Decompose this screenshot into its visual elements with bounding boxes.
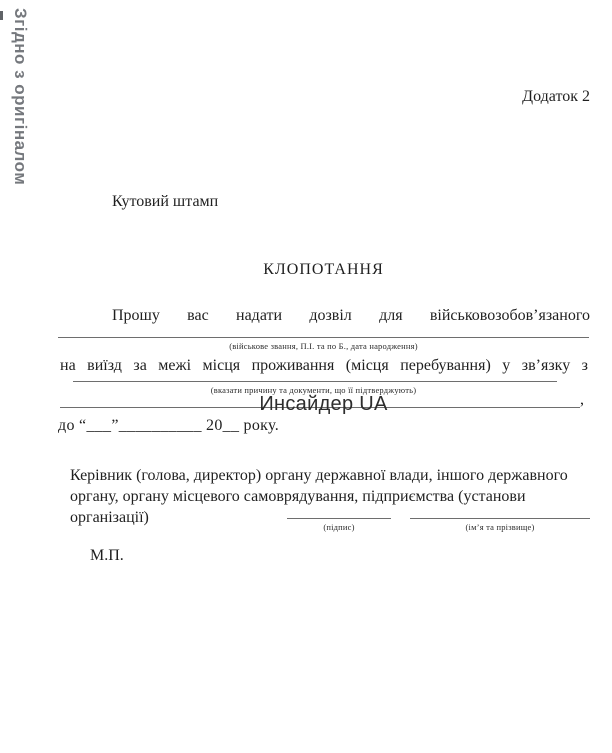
document-title: КЛОПОТАННЯ xyxy=(263,261,384,278)
signature-line xyxy=(287,518,391,519)
certified-copy-watermark: Згідно з оригіналом xyxy=(11,8,30,186)
date-blank-line: до “___”__________ 20__ року. xyxy=(58,417,279,434)
appendix-label: Додаток 2 xyxy=(522,88,590,105)
caption-name-surname: (ім’я та прізвище) xyxy=(465,522,535,532)
scan-artifact xyxy=(0,11,3,20)
blank-line-rank-name xyxy=(58,337,589,338)
signer-title: Керівник (голова, директор) органу державної влади, іншого державного органу, органу місцевого самоврядування, підприємства (установи організації) xyxy=(70,467,568,526)
seal-placeholder: М.П. xyxy=(90,547,124,564)
caption-rank-name: (військове звання, П.І. та по Б., дата народження) xyxy=(229,341,418,351)
insider-ua-watermark: Инсайдер UA xyxy=(259,393,388,415)
blank-line-reason xyxy=(73,381,557,382)
corner-stamp-placeholder: Кутовий штамп xyxy=(112,193,219,210)
caption-signature: (підпис) xyxy=(323,522,355,532)
trailing-comma: , xyxy=(580,391,584,408)
name-line xyxy=(410,518,590,519)
paragraph-travel: на виїзд за межі місця проживання (місця перебування) у зв’язку з xyxy=(60,357,588,374)
paragraph-request: Прошу вас надати дозвіл для військовозобов’язаного xyxy=(112,307,590,324)
caption-reason: (вказати причину та документи, що її підтверджують) xyxy=(210,385,417,395)
